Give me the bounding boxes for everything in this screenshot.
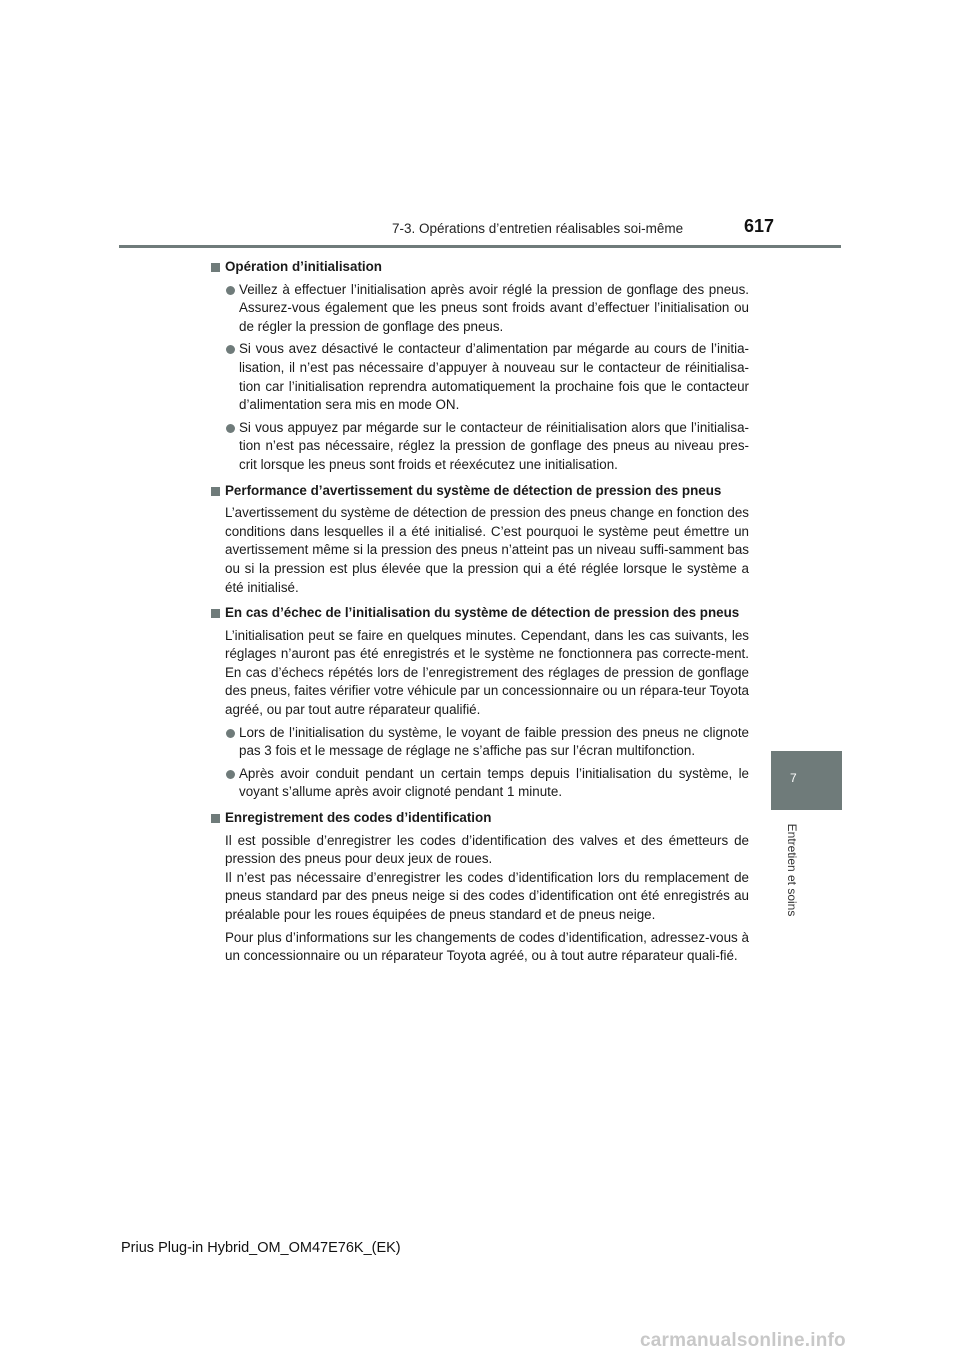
square-bullet-icon (211, 814, 220, 823)
chapter-number: 7 (790, 771, 797, 785)
chapter-tab (771, 751, 842, 810)
section-heading: Enregistrement des codes d’identification (211, 809, 749, 828)
paragraph: Pour plus d’informations sur les changements de codes d’identification, adressez-vous à un concessionnaire ou un réparateur Toyota agréé, ou à tout autre réparateur quali-fié. (225, 929, 749, 964)
square-bullet-icon (211, 487, 220, 496)
watermark: carmanualsonline.info (640, 1330, 846, 1351)
round-bullet-icon (226, 729, 235, 738)
chapter-title-vertical (762, 816, 822, 924)
page-number: 617 (744, 216, 775, 236)
bullet-item: Si vous appuyez par mégarde sur le contacteur de réinitialisation alors que l’initialisa-tion n’est pas nécessaire, réglez la pression de gonflage des pneus au niveau pres-crit lorsque les pneus sont froids et réexécutez une initialisation. (211, 419, 749, 475)
paragraph: L’avertissement du système de détection de pression des pneus change en fonction des conditions dans lesquelles il a été initialisé. C’est pourquoi le système peut émettre un avertissement même si la pression des pneus n’atteint pas un niveau suffi-samment bas ou si la pression est plus élevée que la pression qui a été réglée lorsque le système a été initialisé. (225, 505, 749, 595)
bullet-item: Lors de l’initialisation du système, le voyant de faible pression des pneus ne clignote pas 3 fois et le message de réglage ne s’affiche pas sur l’écran multifonction. (211, 724, 749, 761)
round-bullet-icon (226, 770, 235, 779)
paragraph: L’initialisation peut se faire en quelques minutes. Cependant, dans les cas suivants, les réglages n’auront pas été enregistrés et le système ne fonctionnera pas correcte-ment. En cas d’échecs répétés lors de l’enregistrement des réglages de pression de gonflage des pneus, faites vérifier votre véhicule par un concessionnaire ou un répara-teur Toyota agréé, ou par tout autre réparateur qualifié. (225, 627, 749, 718)
section-header: 7-3. Opérations d’entretien réalisables soi-même (392, 221, 684, 236)
square-bullet-icon (211, 609, 220, 618)
bullet-item: Si vous avez désactivé le contacteur d’alimentation par mégarde au cours de l’initia-lisation, il n’est pas nécessaire d’appuyer à nouveau sur le contacteur de réinitialisa-tion car l’initialisation reprendra automatiquement la prochaine fois que le contacteur d’alimentation sera mis en mode ON. (211, 340, 749, 414)
bullet-item: Après avoir conduit pendant un certain temps depuis l’initialisation du système, le voyant s’allume après avoir clignoté pendant 1 minute. (211, 765, 749, 802)
manual-id-footer: Prius Plug-in Hybrid_OM_OM47E76K_(EK) (121, 1240, 401, 1256)
header-divider (119, 245, 841, 248)
round-bullet-icon (226, 286, 235, 295)
section-heading: Performance d’avertissement du système de détection de pression des pneus (211, 482, 749, 501)
page-content (211, 255, 749, 966)
round-bullet-icon (226, 424, 235, 433)
section-heading: En cas d’échec de l’initialisation du système de détection de pression des pneus (211, 604, 749, 623)
chapter-title: Entretien et soins (785, 823, 799, 917)
round-bullet-icon (226, 345, 235, 354)
square-bullet-icon (211, 263, 220, 272)
section-heading: Opération d’initialisation (211, 258, 749, 277)
bullet-item: Veillez à effectuer l’initialisation après avoir réglé la pression de gonflage des pneus. Assurez-vous également que les pneus sont froids avant d’effectuer l’initialisation ou de régler la pression de gonflage des pneus. (211, 281, 749, 337)
paragraph: Il est possible d’enregistrer les codes d’identification des valves et des émetteurs de pression des pneus pour deux jeux de roues. Il n’est pas nécessaire d’enregistrer les codes d’identification lors du remplacement de pneus standard par des pneus neige si des codes d’identification ont été enregistrés au préalable pour les roues équipées de pneus standard et de pneus neige. (225, 832, 749, 922)
